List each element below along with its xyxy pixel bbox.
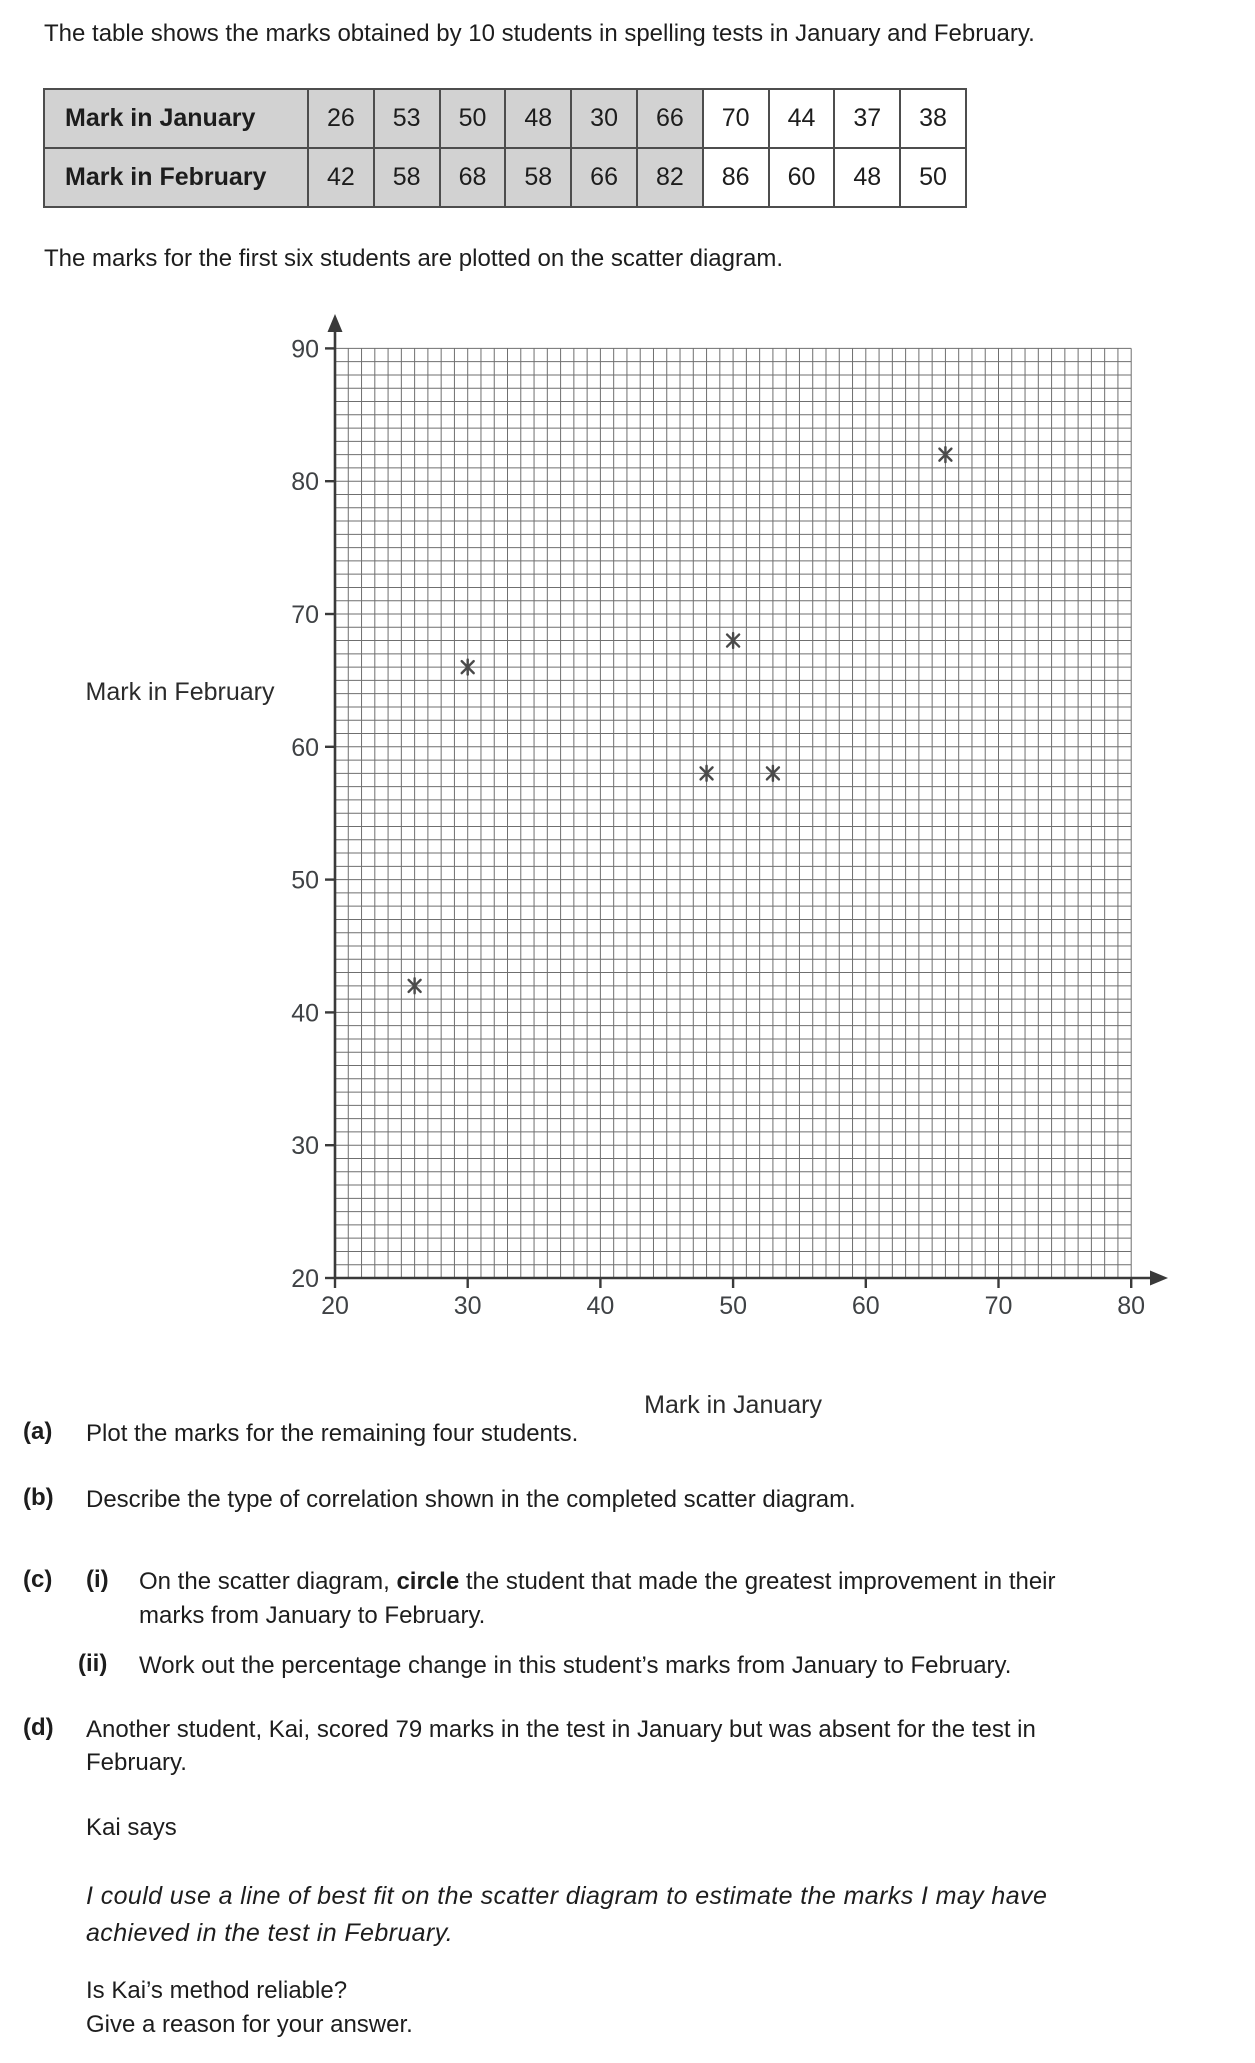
c-i-prefix: On the scatter diagram, xyxy=(139,1568,397,1595)
marks-table xyxy=(43,88,967,208)
table-row xyxy=(44,89,966,148)
question-b-text: Describe the type of correlation shown in the completed scatter diagram. xyxy=(86,1486,856,1513)
reason-text: Give a reason for your answer. xyxy=(86,2011,413,2038)
kai-quote-text xyxy=(86,1878,1047,1952)
quote-line2: achieved in the test in February. xyxy=(86,1919,454,1947)
question-c-i-text xyxy=(139,1565,1056,1633)
mark-cell: 42 xyxy=(308,148,374,207)
question-b-label: (b) xyxy=(23,1484,54,1511)
x-tick-label: 40 xyxy=(586,1292,615,1320)
intro-text: The table shows the marks obtained by 10 students in spelling tests in January and February. xyxy=(44,20,1035,47)
y-tick-label: 40 xyxy=(291,999,319,1028)
mark-cell: 44 xyxy=(769,89,835,148)
question-d-text xyxy=(86,1713,1036,1779)
mark-cell: 60 xyxy=(769,148,835,207)
table-row xyxy=(44,148,966,207)
question-c-label: (c) xyxy=(23,1566,53,1593)
x-tick-label: 80 xyxy=(1117,1292,1146,1320)
x-axis-arrow-icon xyxy=(1150,1271,1168,1286)
marks-table-body xyxy=(44,89,966,207)
y-tick-label: 60 xyxy=(291,733,319,762)
x-tick-label: 50 xyxy=(719,1292,748,1320)
mark-cell: 53 xyxy=(374,89,440,148)
mark-cell: 26 xyxy=(308,89,374,148)
mark-cell: 66 xyxy=(571,148,637,207)
y-tick-label: 70 xyxy=(291,601,319,629)
reliable-text: Is Kai’s method reliable? xyxy=(86,1977,348,2004)
x-tick-label: 70 xyxy=(984,1292,1013,1320)
mark-cell: 38 xyxy=(900,89,966,148)
question-c-i-label: (i) xyxy=(86,1566,109,1593)
mark-cell: 30 xyxy=(571,89,637,148)
mark-cell: 50 xyxy=(900,148,966,207)
mark-cell: 66 xyxy=(637,89,703,148)
mark-cell: 82 xyxy=(637,148,703,207)
x-axis-title: Mark in January xyxy=(644,1391,823,1419)
row-label-cell: Mark in January xyxy=(44,89,308,148)
y-tick-label: 30 xyxy=(291,1132,319,1161)
marks-table-wrap xyxy=(43,88,967,208)
mark-cell: 48 xyxy=(834,148,900,207)
question-c-ii-text: Work out the percentage change in this student’s marks from January to February. xyxy=(139,1652,1012,1679)
kai-says-text: Kai says xyxy=(86,1814,177,1841)
scatter-diagram xyxy=(0,300,1255,1430)
x-tick-label: 30 xyxy=(453,1292,482,1320)
y-tick-label: 80 xyxy=(291,468,319,497)
mark-cell: 58 xyxy=(374,148,440,207)
mark-cell: 58 xyxy=(505,148,571,207)
question-d-label: (d) xyxy=(23,1714,54,1741)
row-label-cell: Mark in February xyxy=(44,148,308,207)
y-axis-title: Mark in February xyxy=(85,678,275,706)
quote-line1: I could use a line of best fit on the scatter diagram to estimate the marks I may have xyxy=(86,1882,1048,1910)
c-i-suffix: the student that made the greatest improvement in their xyxy=(459,1568,1056,1595)
mark-cell: 50 xyxy=(440,89,506,148)
c-i-line2: marks from January to February. xyxy=(139,1602,486,1629)
question-a-text: Plot the marks for the remaining four students. xyxy=(86,1420,579,1447)
mark-cell: 37 xyxy=(834,89,900,148)
mark-cell: 48 xyxy=(505,89,571,148)
mark-cell: 68 xyxy=(440,148,506,207)
c-i-bold-word: circle xyxy=(396,1568,460,1595)
mark-cell: 70 xyxy=(703,89,769,148)
question-a-label: (a) xyxy=(23,1418,53,1445)
y-tick-label: 50 xyxy=(291,866,319,895)
y-axis-arrow-icon xyxy=(328,314,343,332)
mark-cell: 86 xyxy=(703,148,769,207)
y-tick-label: 90 xyxy=(291,335,319,364)
plotted-note: The marks for the first six students are plotted on the scatter diagram. xyxy=(44,245,783,272)
x-tick-label: 60 xyxy=(851,1292,880,1320)
x-tick-label: 20 xyxy=(321,1292,349,1320)
d-line2: February. xyxy=(86,1749,187,1776)
d-line1: Another student, Kai, scored 79 marks in the test in January but was absent for the test in xyxy=(86,1716,1036,1743)
y-tick-label: 20 xyxy=(291,1265,319,1293)
question-c-ii-label: (ii) xyxy=(78,1650,108,1677)
